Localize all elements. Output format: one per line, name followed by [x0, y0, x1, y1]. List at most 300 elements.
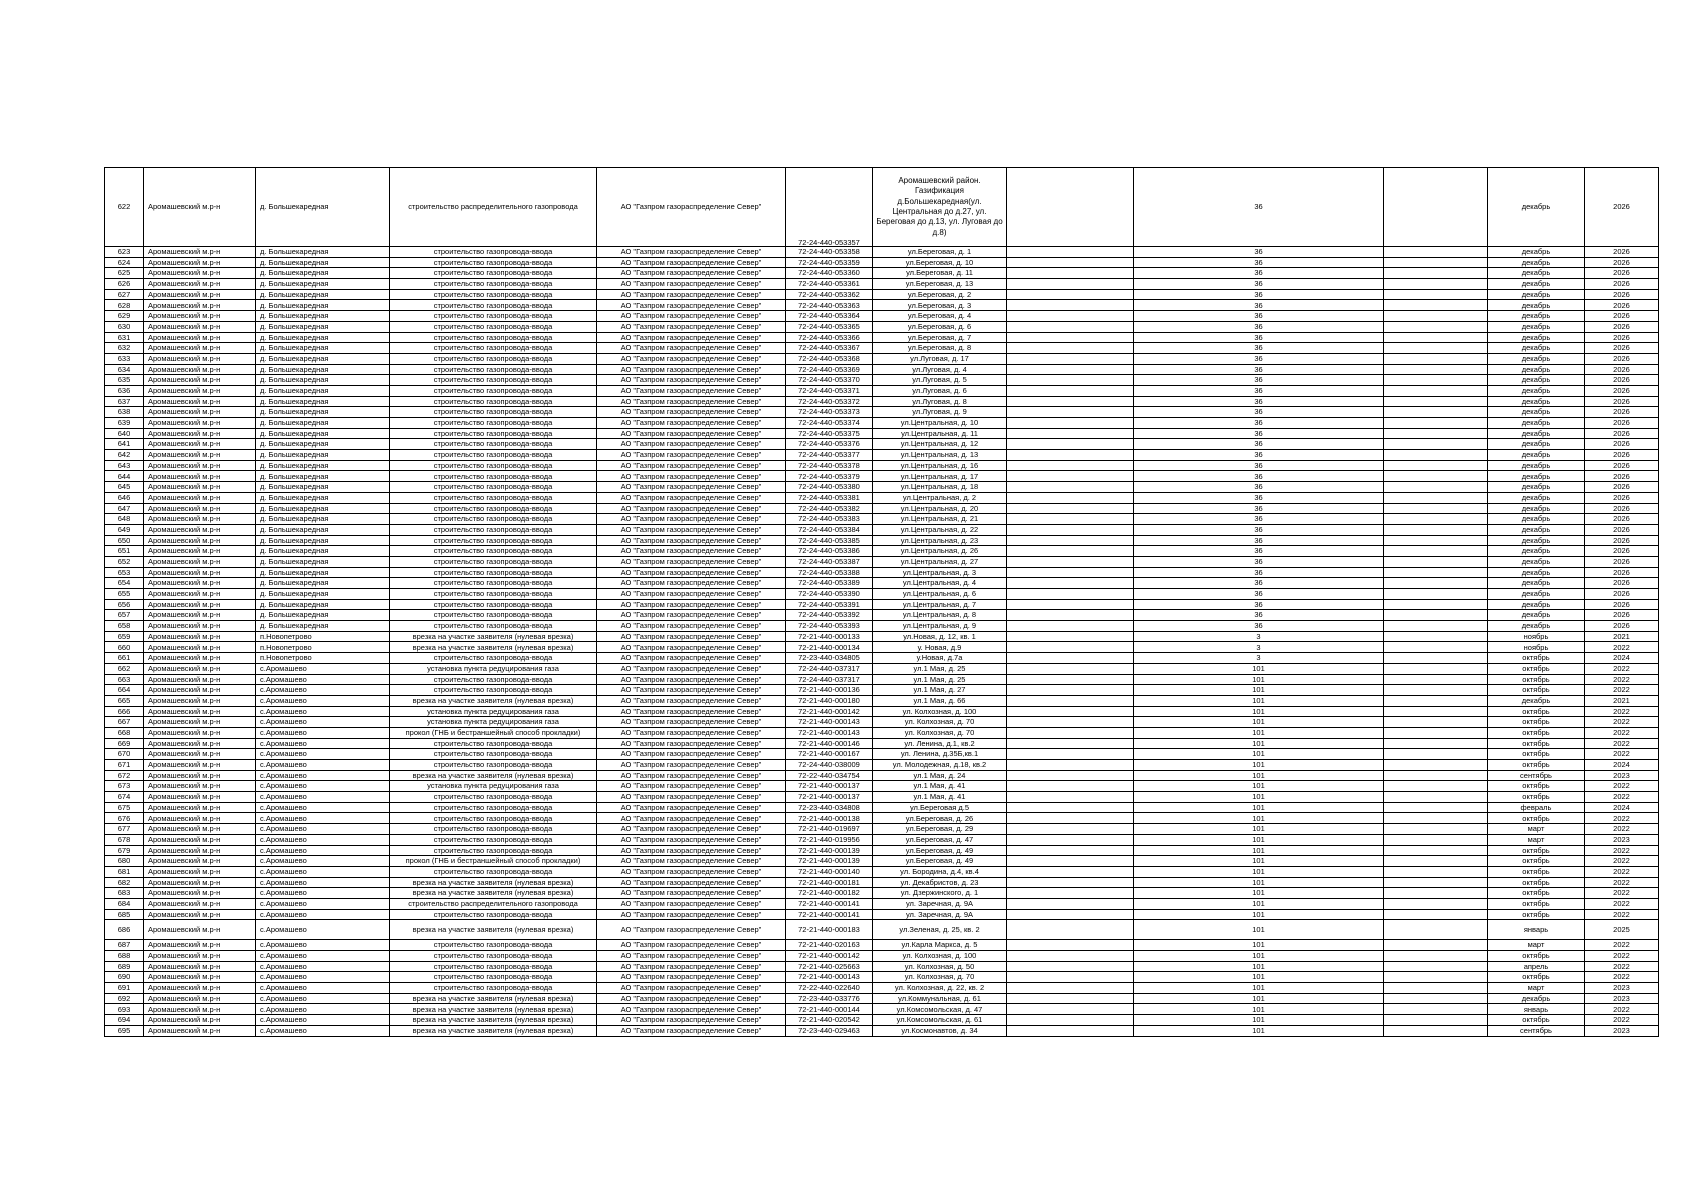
cell-month: декабрь	[1488, 396, 1585, 407]
cell-empty-col-b	[1384, 279, 1488, 290]
table-row	[105, 802, 1659, 813]
cell-settlement: с.Аромашево	[256, 898, 390, 909]
cell-address: ул.Береговая д.5	[873, 802, 1007, 813]
cell-month: декабрь	[1488, 514, 1585, 525]
table-row	[105, 418, 1659, 429]
table-row	[105, 428, 1659, 439]
cell-count: 36	[1134, 556, 1384, 567]
cell-municipality: Аромашевский м.р-н	[144, 695, 256, 706]
cell-organization: АО "Газпром газораспределение Север"	[597, 353, 786, 364]
cell-month: февраль	[1488, 802, 1585, 813]
cell-count: 101	[1134, 940, 1384, 951]
cell-address: ул.Центральная, д. 7	[873, 599, 1007, 610]
cell-settlement: д. Большекаредная	[256, 578, 390, 589]
cell-year: 2026	[1585, 168, 1659, 247]
cell-application-code: 72-24-440-053361	[786, 279, 873, 290]
cell-work-type: строительство газопровода-ввода	[390, 866, 597, 877]
cell-municipality: Аромашевский м.р-н	[144, 503, 256, 514]
cell-year: 2026	[1585, 535, 1659, 546]
table-row	[105, 492, 1659, 503]
cell-year: 2022	[1585, 898, 1659, 909]
cell-empty-col-b	[1384, 685, 1488, 696]
cell-work-type: строительство газопровода-ввода	[390, 578, 597, 589]
cell-work-type: строительство газопровода-ввода	[390, 802, 597, 813]
cell-year: 2022	[1585, 1015, 1659, 1026]
cell-row-number: 670	[105, 749, 144, 760]
cell-municipality: Аромашевский м.р-н	[144, 407, 256, 418]
cell-row-number: 662	[105, 663, 144, 674]
cell-municipality: Аромашевский м.р-н	[144, 972, 256, 983]
cell-work-type: строительство газопровода-ввода	[390, 940, 597, 951]
cell-municipality: Аромашевский м.р-н	[144, 717, 256, 728]
cell-count: 36	[1134, 460, 1384, 471]
cell-empty-col-a	[1007, 856, 1134, 867]
cell-settlement: с.Аромашево	[256, 685, 390, 696]
table-row	[105, 909, 1659, 920]
cell-address: ул. Заречная, д. 9А	[873, 898, 1007, 909]
cell-application-code: 72-21-440-000142	[786, 951, 873, 962]
cell-empty-col-b	[1384, 845, 1488, 856]
cell-municipality: Аромашевский м.р-н	[144, 674, 256, 685]
cell-month: октябрь	[1488, 951, 1585, 962]
cell-row-number: 646	[105, 492, 144, 503]
cell-empty-col-b	[1384, 546, 1488, 557]
cell-settlement: с.Аромашево	[256, 738, 390, 749]
cell-settlement: д. Большекаредная	[256, 289, 390, 300]
cell-year: 2026	[1585, 599, 1659, 610]
cell-count: 101	[1134, 749, 1384, 760]
cell-organization: АО "Газпром газораспределение Север"	[597, 749, 786, 760]
cell-count: 36	[1134, 492, 1384, 503]
cell-year: 2026	[1585, 418, 1659, 429]
cell-municipality: Аромашевский м.р-н	[144, 599, 256, 610]
cell-work-type: строительство газопровода-ввода	[390, 983, 597, 994]
cell-application-code: 72-21-440-000133	[786, 631, 873, 642]
cell-count: 36	[1134, 418, 1384, 429]
cell-count: 101	[1134, 845, 1384, 856]
cell-settlement: д. Большекаредная	[256, 364, 390, 375]
cell-month: декабрь	[1488, 268, 1585, 279]
cell-work-type: строительство газопровода-ввода	[390, 268, 597, 279]
cell-organization: АО "Газпром газораспределение Север"	[597, 321, 786, 332]
cell-year: 2023	[1585, 993, 1659, 1004]
cell-work-type: строительство газопровода-ввода	[390, 845, 597, 856]
cell-count: 101	[1134, 685, 1384, 696]
cell-empty-col-a	[1007, 407, 1134, 418]
cell-count: 101	[1134, 770, 1384, 781]
cell-year: 2022	[1585, 738, 1659, 749]
cell-municipality: Аромашевский м.р-н	[144, 983, 256, 994]
cell-month: октябрь	[1488, 888, 1585, 899]
cell-row-number: 681	[105, 866, 144, 877]
cell-address: ул.Центральная, д. 20	[873, 503, 1007, 514]
cell-empty-col-a	[1007, 343, 1134, 354]
cell-count: 101	[1134, 909, 1384, 920]
table-row	[105, 482, 1659, 493]
cell-year: 2026	[1585, 364, 1659, 375]
cell-organization: АО "Газпром газораспределение Север"	[597, 428, 786, 439]
cell-empty-col-a	[1007, 168, 1134, 247]
cell-month: декабрь	[1488, 610, 1585, 621]
cell-count: 101	[1134, 951, 1384, 962]
cell-application-code: 72-24-440-053365	[786, 321, 873, 332]
cell-year: 2022	[1585, 1004, 1659, 1015]
cell-work-type: строительство газопровода-ввода	[390, 738, 597, 749]
cell-application-code: 72-24-440-053368	[786, 353, 873, 364]
cell-work-type: строительство газопровода-ввода	[390, 300, 597, 311]
table-row	[105, 439, 1659, 450]
cell-empty-col-a	[1007, 631, 1134, 642]
cell-count: 36	[1134, 578, 1384, 589]
cell-count: 36	[1134, 589, 1384, 600]
cell-count: 36	[1134, 168, 1384, 247]
cell-organization: АО "Газпром газораспределение Север"	[597, 888, 786, 899]
cell-application-code: 72-23-440-034805	[786, 653, 873, 664]
cell-organization: АО "Газпром газораспределение Север"	[597, 311, 786, 322]
cell-empty-col-a	[1007, 439, 1134, 450]
cell-count: 36	[1134, 439, 1384, 450]
cell-municipality: Аромашевский м.р-н	[144, 439, 256, 450]
cell-address: у.Новая, д.7а	[873, 653, 1007, 664]
cell-organization: АО "Газпром газораспределение Север"	[597, 396, 786, 407]
cell-municipality: Аромашевский м.р-н	[144, 385, 256, 396]
cell-organization: АО "Газпром газораспределение Север"	[597, 631, 786, 642]
table-row	[105, 503, 1659, 514]
cell-month: декабрь	[1488, 524, 1585, 535]
cell-year: 2022	[1585, 845, 1659, 856]
cell-settlement: с.Аромашево	[256, 1015, 390, 1026]
cell-application-code: 72-24-440-053362	[786, 289, 873, 300]
cell-address: ул.Береговая, д. 4	[873, 311, 1007, 322]
cell-work-type: врезка на участке заявителя (нулевая врезка)	[390, 770, 597, 781]
cell-work-type: строительство газопровода-ввода	[390, 311, 597, 322]
cell-organization: АО "Газпром газораспределение Север"	[597, 824, 786, 835]
cell-municipality: Аромашевский м.р-н	[144, 492, 256, 503]
cell-municipality: Аромашевский м.р-н	[144, 268, 256, 279]
cell-count: 101	[1134, 972, 1384, 983]
cell-municipality: Аромашевский м.р-н	[144, 792, 256, 803]
cell-application-code: 72-24-440-053381	[786, 492, 873, 503]
cell-organization: АО "Газпром газораспределение Север"	[597, 621, 786, 632]
cell-empty-col-a	[1007, 1015, 1134, 1026]
cell-settlement: д. Большекаредная	[256, 589, 390, 600]
cell-settlement: д. Большекаредная	[256, 375, 390, 386]
cell-empty-col-a	[1007, 802, 1134, 813]
table-row	[105, 311, 1659, 322]
cell-empty-col-a	[1007, 781, 1134, 792]
cell-municipality: Аромашевский м.р-н	[144, 168, 256, 247]
cell-address: ул. Колхозная, д. 70	[873, 727, 1007, 738]
cell-empty-col-a	[1007, 450, 1134, 461]
cell-municipality: Аромашевский м.р-н	[144, 834, 256, 845]
table-row	[105, 257, 1659, 268]
cell-row-number: 682	[105, 877, 144, 888]
cell-work-type: установка пункта редуцирования газа	[390, 706, 597, 717]
cell-municipality: Аромашевский м.р-н	[144, 471, 256, 482]
cell-row-number: 648	[105, 514, 144, 525]
cell-row-number: 633	[105, 353, 144, 364]
cell-row-number: 645	[105, 482, 144, 493]
cell-work-type: строительство газопровода-ввода	[390, 503, 597, 514]
cell-settlement: д. Большекаредная	[256, 257, 390, 268]
cell-settlement: д. Большекаредная	[256, 514, 390, 525]
cell-address: ул.Центральная, д. 8	[873, 610, 1007, 621]
cell-organization: АО "Газпром газораспределение Север"	[597, 385, 786, 396]
cell-empty-col-a	[1007, 824, 1134, 835]
cell-count: 101	[1134, 834, 1384, 845]
cell-year: 2025	[1585, 920, 1659, 940]
cell-work-type: строительство газопровода-ввода	[390, 353, 597, 364]
cell-empty-col-b	[1384, 781, 1488, 792]
cell-month: декабрь	[1488, 300, 1585, 311]
cell-empty-col-a	[1007, 792, 1134, 803]
cell-application-code: 72-24-440-053370	[786, 375, 873, 386]
cell-empty-col-a	[1007, 556, 1134, 567]
cell-work-type: строительство газопровода-ввода	[390, 492, 597, 503]
cell-empty-col-b	[1384, 920, 1488, 940]
cell-address: ул.1 Мая, д. 27	[873, 685, 1007, 696]
table-row	[105, 1025, 1659, 1036]
cell-organization: АО "Газпром газораспределение Север"	[597, 940, 786, 951]
cell-address: ул.Береговая, д. 1	[873, 247, 1007, 258]
cell-organization: АО "Газпром газораспределение Север"	[597, 760, 786, 771]
cell-empty-col-a	[1007, 961, 1134, 972]
cell-municipality: Аромашевский м.р-н	[144, 300, 256, 311]
cell-settlement: с.Аромашево	[256, 824, 390, 835]
cell-organization: АО "Газпром газораспределение Север"	[597, 503, 786, 514]
cell-month: декабрь	[1488, 450, 1585, 461]
cell-count: 36	[1134, 503, 1384, 514]
cell-settlement: д. Большекаредная	[256, 439, 390, 450]
cell-month: декабрь	[1488, 375, 1585, 386]
cell-empty-col-a	[1007, 546, 1134, 557]
cell-municipality: Аромашевский м.р-н	[144, 770, 256, 781]
cell-address: Аромашевский район. Газификация д.Большекаредная(ул. Центральная до д.27, ул. Береговая до д.13, ул. Луговая до д.8)	[873, 168, 1007, 247]
cell-address: ул.Береговая, д. 29	[873, 824, 1007, 835]
cell-organization: АО "Газпром газораспределение Север"	[597, 685, 786, 696]
cell-settlement: д. Большекаредная	[256, 428, 390, 439]
cell-year: 2026	[1585, 268, 1659, 279]
cell-empty-col-b	[1384, 717, 1488, 728]
cell-empty-col-b	[1384, 706, 1488, 717]
cell-settlement: с.Аромашево	[256, 792, 390, 803]
cell-month: декабрь	[1488, 168, 1585, 247]
cell-application-code: 72-24-440-053390	[786, 589, 873, 600]
cell-organization: АО "Газпром газораспределение Север"	[597, 450, 786, 461]
cell-organization: АО "Газпром газораспределение Север"	[597, 770, 786, 781]
cell-organization: АО "Газпром газораспределение Север"	[597, 909, 786, 920]
cell-empty-col-a	[1007, 321, 1134, 332]
table-row	[105, 321, 1659, 332]
cell-work-type: строительство газопровода-ввода	[390, 599, 597, 610]
cell-empty-col-b	[1384, 993, 1488, 1004]
cell-settlement: с.Аромашево	[256, 909, 390, 920]
cell-settlement: д. Большекаредная	[256, 385, 390, 396]
cell-row-number: 655	[105, 589, 144, 600]
cell-application-code: 72-24-440-053364	[786, 311, 873, 322]
cell-settlement: д. Большекаредная	[256, 247, 390, 258]
cell-municipality: Аромашевский м.р-н	[144, 856, 256, 867]
cell-month: декабрь	[1488, 578, 1585, 589]
cell-year: 2026	[1585, 257, 1659, 268]
cell-empty-col-a	[1007, 257, 1134, 268]
cell-municipality: Аромашевский м.р-н	[144, 589, 256, 600]
cell-year: 2022	[1585, 642, 1659, 653]
cell-empty-col-b	[1384, 1025, 1488, 1036]
cell-work-type: строительство газопровода-ввода	[390, 834, 597, 845]
cell-empty-col-a	[1007, 888, 1134, 899]
cell-count: 36	[1134, 482, 1384, 493]
cell-work-type: строительство газопровода-ввода	[390, 450, 597, 461]
cell-row-number: 666	[105, 706, 144, 717]
cell-application-code: 72-21-440-000144	[786, 1004, 873, 1015]
cell-empty-col-b	[1384, 471, 1488, 482]
table-row	[105, 706, 1659, 717]
cell-count: 36	[1134, 471, 1384, 482]
cell-work-type: строительство газопровода-ввода	[390, 961, 597, 972]
cell-empty-col-a	[1007, 311, 1134, 322]
cell-empty-col-a	[1007, 514, 1134, 525]
table-row	[105, 845, 1659, 856]
cell-municipality: Аромашевский м.р-н	[144, 813, 256, 824]
table-row	[105, 385, 1659, 396]
cell-month: октябрь	[1488, 738, 1585, 749]
cell-settlement: с.Аромашево	[256, 972, 390, 983]
cell-application-code: 72-24-440-053387	[786, 556, 873, 567]
cell-year: 2026	[1585, 524, 1659, 535]
cell-count: 3	[1134, 642, 1384, 653]
table-body	[105, 168, 1659, 1037]
cell-empty-col-b	[1384, 674, 1488, 685]
cell-organization: АО "Газпром газораспределение Север"	[597, 279, 786, 290]
cell-address: ул.Береговая, д. 13	[873, 279, 1007, 290]
cell-organization: АО "Газпром газораспределение Север"	[597, 578, 786, 589]
cell-row-number: 628	[105, 300, 144, 311]
cell-municipality: Аромашевский м.р-н	[144, 332, 256, 343]
cell-application-code: 72-21-440-020542	[786, 1015, 873, 1026]
cell-row-number: 638	[105, 407, 144, 418]
table-row	[105, 631, 1659, 642]
cell-empty-col-b	[1384, 428, 1488, 439]
cell-month: октябрь	[1488, 972, 1585, 983]
cell-address: ул.1 Мая, д. 25	[873, 663, 1007, 674]
cell-application-code: 72-22-440-022640	[786, 983, 873, 994]
cell-application-code: 72-21-440-000137	[786, 781, 873, 792]
cell-work-type: строительство газопровода-ввода	[390, 460, 597, 471]
cell-row-number: 647	[105, 503, 144, 514]
cell-count: 36	[1134, 375, 1384, 386]
cell-month: декабрь	[1488, 460, 1585, 471]
cell-empty-col-a	[1007, 866, 1134, 877]
table-row	[105, 663, 1659, 674]
cell-work-type: врезка на участке заявителя (нулевая врезка)	[390, 877, 597, 888]
cell-row-number: 622	[105, 168, 144, 247]
table-row	[105, 940, 1659, 951]
cell-application-code: 72-24-440-053373	[786, 407, 873, 418]
cell-address: ул. Молодежная, д.18, кв.2	[873, 760, 1007, 771]
cell-application-code: 72-21-440-000137	[786, 792, 873, 803]
cell-address: ул.Луговая, д. 17	[873, 353, 1007, 364]
cell-empty-col-a	[1007, 428, 1134, 439]
cell-address: ул. Колхозная, д. 70	[873, 717, 1007, 728]
cell-municipality: Аромашевский м.р-н	[144, 1025, 256, 1036]
cell-year: 2024	[1585, 802, 1659, 813]
cell-application-code: 72-22-440-034754	[786, 770, 873, 781]
cell-municipality: Аромашевский м.р-н	[144, 727, 256, 738]
table-row	[105, 770, 1659, 781]
cell-year: 2026	[1585, 514, 1659, 525]
cell-month: декабрь	[1488, 599, 1585, 610]
cell-municipality: Аромашевский м.р-н	[144, 375, 256, 386]
cell-count: 101	[1134, 760, 1384, 771]
table-row	[105, 961, 1659, 972]
cell-settlement: д. Большекаредная	[256, 524, 390, 535]
cell-settlement: п.Новопетрово	[256, 642, 390, 653]
cell-municipality: Аромашевский м.р-н	[144, 610, 256, 621]
cell-organization: АО "Газпром газораспределение Север"	[597, 717, 786, 728]
cell-count: 36	[1134, 332, 1384, 343]
cell-organization: АО "Газпром газораспределение Север"	[597, 856, 786, 867]
cell-empty-col-a	[1007, 993, 1134, 1004]
cell-empty-col-b	[1384, 738, 1488, 749]
cell-address: ул. Ленина, д.35Б,кв.1	[873, 749, 1007, 760]
cell-empty-col-b	[1384, 311, 1488, 322]
cell-count: 101	[1134, 993, 1384, 1004]
cell-municipality: Аромашевский м.р-н	[144, 524, 256, 535]
cell-month: октябрь	[1488, 866, 1585, 877]
cell-empty-col-b	[1384, 866, 1488, 877]
cell-year: 2022	[1585, 951, 1659, 962]
cell-settlement: с.Аромашево	[256, 877, 390, 888]
cell-empty-col-b	[1384, 556, 1488, 567]
cell-year: 2026	[1585, 567, 1659, 578]
cell-empty-col-a	[1007, 589, 1134, 600]
table-row	[105, 1015, 1659, 1026]
cell-row-number: 660	[105, 642, 144, 653]
cell-empty-col-a	[1007, 738, 1134, 749]
cell-application-code: 72-21-440-000134	[786, 642, 873, 653]
cell-month: март	[1488, 834, 1585, 845]
cell-address: ул.Центральная, д. 22	[873, 524, 1007, 535]
cell-address: ул.Береговая, д. 2	[873, 289, 1007, 300]
cell-address: ул.Центральная, д. 27	[873, 556, 1007, 567]
cell-row-number: 693	[105, 1004, 144, 1015]
cell-year: 2023	[1585, 834, 1659, 845]
cell-empty-col-b	[1384, 760, 1488, 771]
cell-count: 36	[1134, 621, 1384, 632]
cell-settlement: с.Аромашево	[256, 856, 390, 867]
cell-work-type: строительство газопровода-ввода	[390, 439, 597, 450]
cell-empty-col-b	[1384, 418, 1488, 429]
cell-address: ул.Коммунальная, д. 61	[873, 993, 1007, 1004]
cell-count: 36	[1134, 353, 1384, 364]
table-row	[105, 300, 1659, 311]
cell-year: 2026	[1585, 385, 1659, 396]
cell-application-code: 72-21-440-000146	[786, 738, 873, 749]
cell-municipality: Аромашевский м.р-н	[144, 279, 256, 290]
cell-application-code: 72-24-440-053374	[786, 418, 873, 429]
cell-work-type: строительство газопровода-ввода	[390, 674, 597, 685]
cell-month: октябрь	[1488, 653, 1585, 664]
cell-row-number: 653	[105, 567, 144, 578]
cell-organization: АО "Газпром газораспределение Север"	[597, 877, 786, 888]
table-row	[105, 898, 1659, 909]
cell-work-type: строительство газопровода-ввода	[390, 375, 597, 386]
cell-settlement: д. Большекаредная	[256, 492, 390, 503]
table-row	[105, 792, 1659, 803]
cell-municipality: Аромашевский м.р-н	[144, 546, 256, 557]
cell-municipality: Аромашевский м.р-н	[144, 706, 256, 717]
